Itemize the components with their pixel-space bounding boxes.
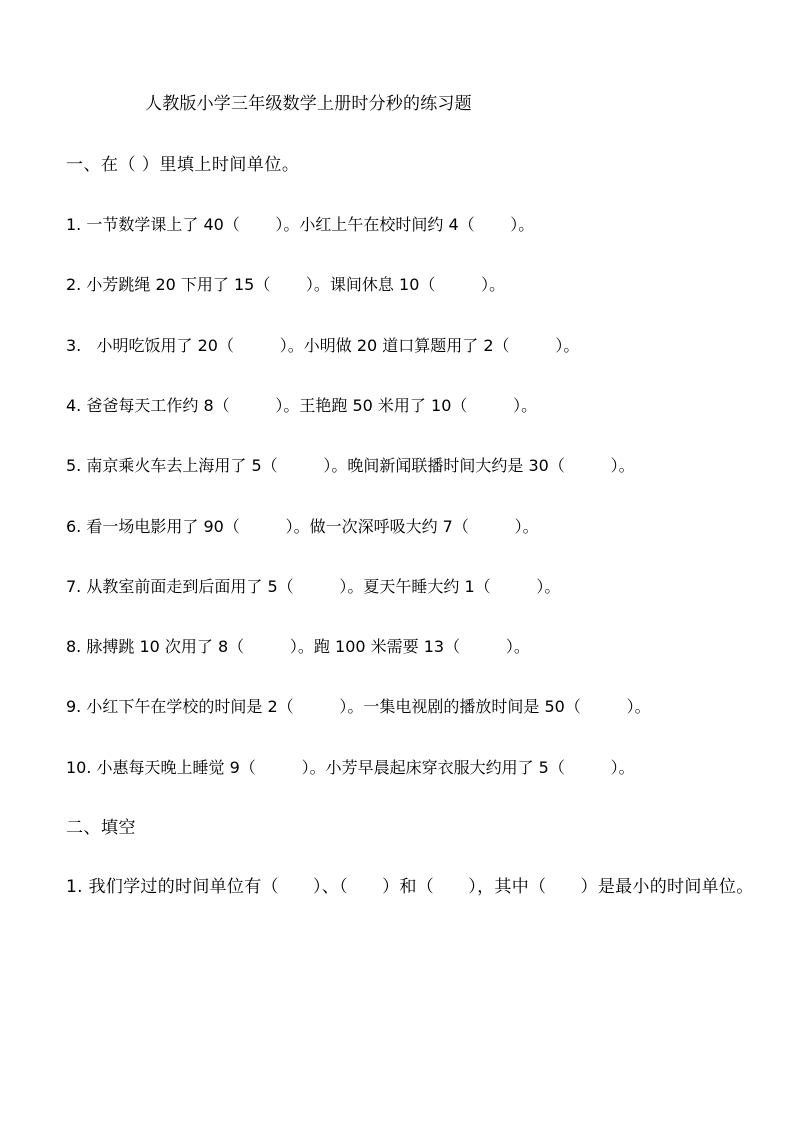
question-1-9: 9. 小红下午在学校的时间是 2（ ）。一集电视剧的播放时间是 50（ ）。 [66,697,651,716]
section-1-heading: 一、在（ ）里填上时间单位。 [66,155,300,175]
question-1-7: 7. 从教室前面走到后面用了 5（ ）。夏天午睡大约 1（ ）。 [66,577,561,596]
question-1-2: 2. 小芳跳绳 20 下用了 15（ ）。课间休息 10（ ）。 [66,275,506,294]
worksheet-title: 人教版小学三年级数学上册时分秒的练习题 [145,94,472,114]
question-1-4: 4. 爸爸每天工作约 8（ ）。王艳跑 50 米用了 10（ ）。 [66,396,538,415]
question-1-5: 5. 南京乘火车去上海用了 5（ ）。晚间新闻联播时间大约是 30（ ）。 [66,456,635,475]
question-1-10: 10. 小惠每天晚上睡觉 9（ ）。小芳早晨起床穿衣服大约用了 5（ ）。 [66,758,635,777]
question-1-3: 3. 小明吃饭用了 20（ ）。小明做 20 道口算题用了 2（ ）。 [66,336,580,355]
section-2-heading: 二、填空 [66,818,136,838]
question-1-8: 8. 脉搏跳 10 次用了 8（ ）。跑 100 米需要 13（ ）。 [66,637,530,656]
question-2-1: 1. 我们学过的时间单位有（ ）、（ ）和（ ），其中（ ）是最小的时间单位。 [66,877,754,897]
question-1-1: 1. 一节数学课上了 40（ ）。小红上午在校时间约 4（ ）。 [66,215,535,234]
question-1-6: 6. 看一场电影用了 90（ ）。做一次深呼吸大约 7（ ）。 [66,517,539,536]
